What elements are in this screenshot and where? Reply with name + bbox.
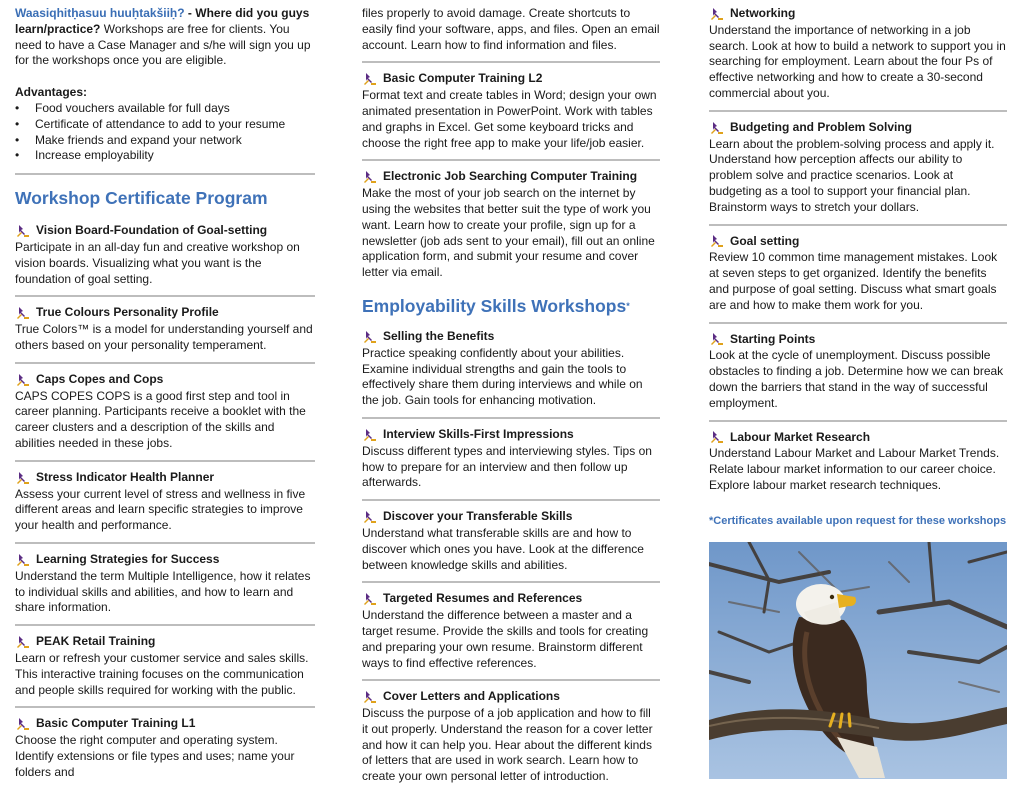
certificates-note: *Certificates available upon request for these workshops bbox=[709, 514, 1007, 527]
workshop-title: Selling the Benefits bbox=[383, 328, 495, 343]
workshop-title: PEAK Retail Training bbox=[36, 634, 156, 649]
divider bbox=[362, 581, 660, 583]
arrow-pin-icon bbox=[363, 170, 377, 184]
arrow-pin-icon bbox=[16, 553, 30, 567]
arrow-pin-icon bbox=[363, 690, 377, 704]
workshop-item bbox=[15, 470, 315, 534]
workshop-description: Assess your current level of stress and wellness in five different areas and learn specific strategies to improve your health and performance. bbox=[15, 486, 306, 533]
workshop-title: Interview Skills-First Impressions bbox=[383, 426, 574, 441]
intro-question: - Where did you guys learn/practice? bbox=[15, 6, 310, 36]
arrow-pin-icon bbox=[363, 592, 377, 606]
workshop-title: Cover Letters and Applications bbox=[383, 689, 560, 704]
section-title-star: * bbox=[626, 300, 630, 311]
workshop-item bbox=[709, 234, 1007, 314]
workshop-description: Learn about the problem-solving process and apply it. Understand how perception affects our ability to problem solve and practice scenarios. Look at budgeting as a tool to support your financial plan. Brainstorm ways to stretch your dollars. bbox=[709, 136, 995, 214]
section-title-employability bbox=[362, 295, 660, 317]
list-item: • Certificate of attendance to add to your resume bbox=[35, 117, 315, 133]
divider bbox=[362, 499, 660, 501]
workshop-title: Goal setting bbox=[730, 233, 800, 248]
workshop-description: Practice speaking confidently about your abilities. Examine individual strengths and gain the tools to effectively share them during interviews and while on the job. Gain tools for enhancing motivation. bbox=[362, 345, 643, 408]
arrow-pin-icon bbox=[710, 121, 724, 135]
workshop-title: Budgeting and Problem Solving bbox=[730, 119, 913, 134]
arrow-pin-icon bbox=[16, 224, 30, 238]
workshop-item bbox=[362, 509, 660, 573]
workshop-title: Labour Market Research bbox=[730, 429, 871, 444]
arrow-pin-icon bbox=[16, 717, 30, 731]
continued-description: files properly to avoid damage. Create shortcuts to easily find your software, apps, and files. Open an email account. Learn how to find information and files. bbox=[362, 6, 660, 52]
eagle-photo bbox=[709, 542, 1007, 779]
divider bbox=[15, 624, 315, 626]
section-title-certificate-program: Workshop Certificate Program bbox=[15, 188, 268, 209]
divider bbox=[709, 322, 1007, 324]
divider bbox=[362, 417, 660, 419]
workshop-description: Discuss different types and interviewing styles. Tips on how to prepare for an interview and then follow up afterwards. bbox=[362, 443, 652, 490]
workshop-item bbox=[15, 552, 315, 616]
workshop-item bbox=[15, 305, 315, 353]
arrow-pin-icon bbox=[16, 471, 30, 485]
workshop-item bbox=[15, 634, 315, 698]
workshop-item bbox=[709, 332, 1007, 412]
workshop-description: Look at the cycle of unemployment. Discuss possible obstacles to finding a job. Determine how we can break down the barriers that stand in the way of successful employment. bbox=[709, 348, 1004, 410]
divider bbox=[709, 224, 1007, 226]
workshop-description: Understand what transferable skills are and how to discover which ones you have. Look at the difference between knowledge skills and abilities. bbox=[362, 525, 644, 572]
intro-body: Workshops are free for clients. You need to have a Case Manager and s/he will sign you up for the workshops once you are eligible. bbox=[15, 21, 311, 68]
workshop-description: Participate in an all-day fun and creative workshop on vision boards. Visualizing what you want is the foundation of goal setting. bbox=[15, 239, 300, 286]
workshop-title: Discover your Transferable Skills bbox=[383, 509, 573, 524]
arrow-pin-icon bbox=[363, 510, 377, 524]
column-3 bbox=[709, 0, 1007, 779]
divider bbox=[15, 362, 315, 364]
divider bbox=[15, 173, 315, 175]
workshop-item bbox=[709, 120, 1007, 216]
workshop-item bbox=[362, 329, 660, 409]
workshop-description: True Colors™ is a model for understanding yourself and others based on your personality temperament. bbox=[15, 322, 313, 352]
workshop-item bbox=[362, 169, 660, 281]
arrow-pin-icon bbox=[363, 72, 377, 86]
workshop-description: Understand the term Multiple Intelligence, how it relates to individual skills and abilities, and how to learn and share information. bbox=[15, 568, 311, 615]
workshop-description: Learn or refresh your customer service and sales skills. This interactive training focuses on the communication and people skills required for working with the public. bbox=[15, 650, 309, 697]
workshop-item bbox=[15, 716, 315, 780]
workshop-item bbox=[362, 689, 660, 785]
advantages-list bbox=[15, 101, 315, 164]
arrow-pin-icon bbox=[363, 330, 377, 344]
section-title-text: Employability Skills Workshops bbox=[362, 295, 627, 316]
workshop-title: Networking bbox=[730, 6, 796, 20]
workshop-title: Learning Strategies for Success bbox=[36, 551, 220, 566]
workshop-title: Electronic Job Searching Computer Training bbox=[383, 169, 638, 184]
column-2 bbox=[362, 0, 660, 785]
workshop-item bbox=[362, 427, 660, 491]
workshop-description: Understand the importance of networking in a job search. Look at how to build a network to support you in searching for employment. Learn about the four Ps of effective networking and how to create a 30-second commercial about you. bbox=[709, 22, 1006, 100]
workshop-item bbox=[709, 430, 1007, 494]
divider bbox=[15, 706, 315, 708]
advantages-title: Advantages: bbox=[15, 85, 88, 100]
workshop-title: Basic Computer Training L2 bbox=[383, 71, 543, 86]
workshop-item bbox=[709, 6, 1007, 102]
arrow-pin-icon bbox=[710, 332, 724, 346]
workshop-description: Format text and create tables in Word; design your own animated presentation in PowerPoint. Work with tables and graphs in Excel. Get some keyboard tricks and choose the right free app to make your life/job easier. bbox=[362, 88, 657, 150]
workshop-description: Understand the difference between a master and a target resume. Provide the skills and tools for creating and preparing your own resume. Brainstorm different ways to find effective references. bbox=[362, 608, 649, 670]
divider bbox=[362, 679, 660, 681]
workshop-title: Caps Copes and Cops bbox=[36, 371, 164, 386]
arrow-pin-icon bbox=[710, 430, 724, 444]
arrow-pin-icon bbox=[16, 306, 30, 320]
column-1 bbox=[15, 0, 315, 780]
list-item: • Food vouchers available for full days bbox=[35, 101, 315, 117]
divider bbox=[709, 420, 1007, 422]
workshop-description: Choose the right computer and operating system. Identify extensions or file types and uses; name your folders and bbox=[15, 733, 295, 779]
workshop-title: Stress Indicator Health Planner bbox=[36, 469, 215, 484]
workshop-description: CAPS COPES COPS is a good first step and tool in career planning. Participants receive a booklet with the career clusters and a description of the skills and abilities needed in these jobs. bbox=[15, 388, 306, 450]
workshop-description: Make the most of your job search on the internet by using the websites that better suit the type of work you want. Learn how to create your profile, sign up for a newsletter (job ads sent to your email), fill out an online application form, and submit your resume and cover letter via email. bbox=[362, 186, 655, 280]
workshop-item bbox=[362, 591, 660, 671]
workshop-title: Basic Computer Training L1 bbox=[36, 716, 196, 731]
divider bbox=[362, 61, 660, 63]
list-item: • Increase employability bbox=[35, 148, 315, 164]
workshop-title: Targeted Resumes and References bbox=[383, 591, 583, 606]
arrow-pin-icon bbox=[16, 373, 30, 387]
workshop-item bbox=[15, 223, 315, 287]
arrow-pin-icon bbox=[16, 635, 30, 649]
divider bbox=[15, 460, 315, 462]
list-item: • Make friends and expand your network bbox=[35, 133, 315, 149]
divider bbox=[709, 110, 1007, 112]
arrow-pin-icon bbox=[710, 7, 724, 21]
divider bbox=[15, 542, 315, 544]
divider bbox=[362, 159, 660, 161]
intro-language-text: Waasiqhitḥasuu huuḥtakšiiḥ? bbox=[15, 6, 185, 20]
arrow-pin-icon bbox=[710, 234, 724, 248]
arrow-pin-icon bbox=[363, 428, 377, 442]
workshop-title: True Colours Personality Profile bbox=[36, 305, 219, 320]
divider bbox=[15, 295, 315, 297]
workshop-item bbox=[362, 71, 660, 151]
workshop-description: Understand Labour Market and Labour Market Trends. Relate labour market information to our career choice. Explore labour market research techniques. bbox=[709, 446, 1000, 492]
workshop-description: Discuss the purpose of a job application and how to fill it out properly. Understand the reason for a cover letter and how it can help you. Hear about the different kinds of letters that are used in work search. Learn how to create your own personal letter of introduction. bbox=[362, 706, 653, 784]
workshop-description: Review 10 common time management mistakes. Look at seven steps to get organized. Identify the benefits and purpose of goal setting. Discuss what smart goals are and how to make them work for you. bbox=[709, 250, 998, 312]
workshop-title: Vision Board-Foundation of Goal-setting bbox=[36, 223, 268, 238]
workshop-item bbox=[15, 372, 315, 452]
workshop-title: Starting Points bbox=[730, 331, 816, 346]
intro-paragraph bbox=[15, 6, 315, 69]
